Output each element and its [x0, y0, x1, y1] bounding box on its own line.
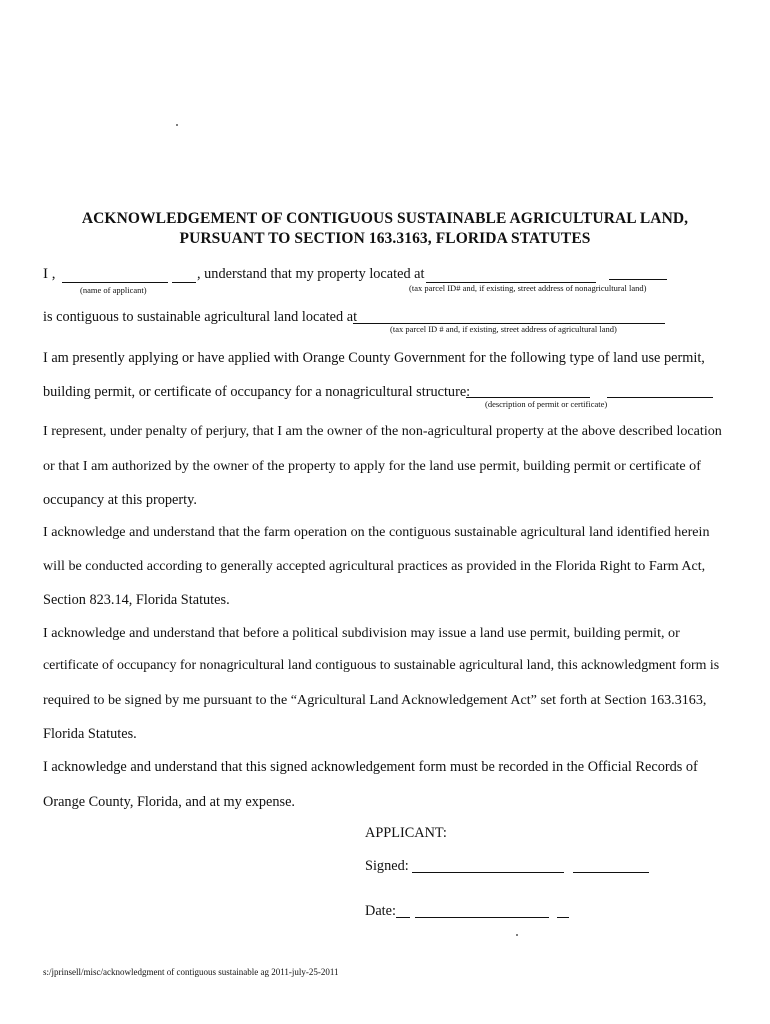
date-field[interactable] [396, 917, 410, 918]
signature-field[interactable] [412, 872, 564, 873]
farm-paragraph-line-1: I acknowledge and understand that the farm operation on the contiguous sustainable agricultural land identified herein [43, 524, 710, 540]
farm-paragraph-line-3: Section 823.14, Florida Statutes. [43, 592, 230, 608]
date-field-main[interactable] [415, 917, 549, 918]
nonagricultural-land-caption: (tax parcel ID# and, if existing, street address of nonagricultural land) [409, 283, 647, 293]
perjury-paragraph-line-2: or that I am authorized by the owner of the property to apply for the land use permit, building permit or certificate of [43, 458, 701, 474]
subdivision-paragraph-line-1: I acknowledge and understand that before a political subdivision may issue a land use permit, building permit, or [43, 625, 680, 641]
applicant-name-field[interactable] [62, 282, 168, 283]
applicant-heading: APPLICANT: [365, 825, 447, 841]
permit-description-field[interactable] [466, 397, 590, 398]
applicant-name-field-extra[interactable] [172, 282, 196, 283]
scan-speck [176, 124, 178, 126]
permit-paragraph-line-2: building permit, or certificate of occupancy for a nonagricultural structure: [43, 384, 471, 400]
scan-speck [516, 934, 518, 936]
perjury-paragraph-line-3: occupancy at this property. [43, 492, 197, 508]
file-path-footer: s:/jprinsell/misc/acknowledgment of contiguous sustainable ag 2011-july-25-2011 [43, 967, 339, 977]
permit-paragraph-line-1: I am presently applying or have applied with Orange County Government for the following type of land use permit, [43, 350, 705, 366]
date-field-extra[interactable] [557, 917, 569, 918]
subdivision-paragraph-line-2: certificate of occupancy for nonagricultural land contiguous to sustainable agricultural land, this acknowledgment form is [43, 658, 720, 673]
record-paragraph-line-2: Orange County, Florida, and at my expense. [43, 794, 295, 810]
record-paragraph-line-1: I acknowledge and understand that this signed acknowledgement form must be recorded in the Official Records of [43, 759, 698, 775]
permit-description-caption: (description of permit or certificate) [485, 399, 608, 409]
applicant-prefix: I , [43, 266, 56, 282]
perjury-paragraph-line-1: I represent, under penalty of perjury, that I am the owner of the non-agricultural property at the above described location [43, 423, 722, 439]
document-title-line-1: ACKNOWLEDGEMENT OF CONTIGUOUS SUSTAINABLE AGRICULTURAL LAND, [81, 210, 689, 227]
signature-field-extra[interactable] [573, 872, 649, 873]
document-title-line-2: PURSUANT TO SECTION 163.3163, FLORIDA STATUTES [179, 230, 591, 247]
permit-description-field-extra[interactable] [607, 397, 713, 398]
nonagricultural-land-field-extra[interactable] [609, 279, 667, 280]
date-label: Date: [365, 903, 396, 919]
contiguous-text: is contiguous to sustainable agricultural land located at [43, 309, 358, 325]
applicant-name-caption: (name of applicant) [80, 285, 147, 295]
subdivision-paragraph-line-3: required to be signed by me pursuant to the “Agricultural Land Acknowledgement Act” set forth at Section 163.3163, [43, 692, 707, 708]
applicant-understand-text: , understand that my property located at [197, 266, 425, 282]
farm-paragraph-line-2: will be conducted according to generally accepted agricultural practices as provided in the Florida Right to Farm Act, [43, 558, 706, 574]
signed-label: Signed: [365, 858, 409, 874]
subdivision-paragraph-line-4: Florida Statutes. [43, 726, 137, 742]
agricultural-land-caption: (tax parcel ID # and, if existing, street address of agricultural land) [390, 324, 617, 334]
